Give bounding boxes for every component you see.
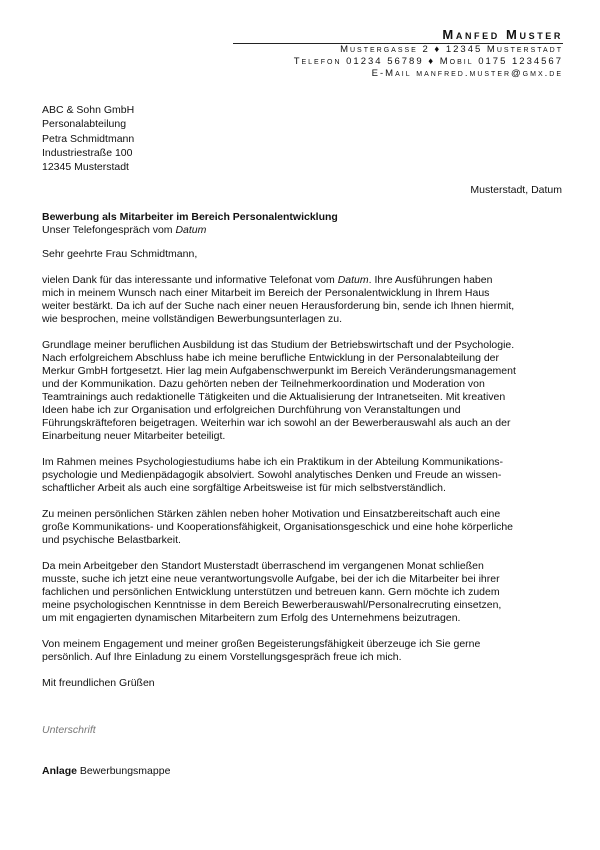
sender-name: Manfed Muster <box>233 27 563 44</box>
recipient-address <box>42 103 134 174</box>
enclosure-text: Bewerbungsmappe <box>77 765 171 777</box>
paragraph-education: Grundlage meiner beruflichen Ausbildung ist das Studium der Betriebswirtschaft und der Psychologie. Nach erfolgreichem Abschluss habe ich meine berufliche Entwicklung in der Personalabteilung der Merkur GmbH fortgesetzt. Hier lag mein Aufgabenschwerpunkt im Bereich Veränderungsmanagement und der Kommunikation. Dazu gehörten neben der Teilnehmerkoordination und Moderation von Teamtrainings auch redaktionelle Tätigkeiten und die Aktualisierung der Intranetseiten. Mit kreativen Ideen habe ich zur Organisation und erfolgreichen Durchführung von Veranstaltungen und Führungskräfteforen beigetragen. Weiterhin war ich sowohl an der Bewerberauswahl als auch an der Einarbeitung neuer Mitarbeiter beteiligt. <box>42 339 516 442</box>
paragraph-internship: Im Rahmen meines Psychologiestudiums habe ich ein Praktikum in der Abteilung Kommunikations- psychologie und Medienpädagogik absolviert. Sowohl analytisches Denken und Freude an wissen- schaftlicher Arbeit als auch eine sorgfältige Arbeitsweise ist für mich selbstverständlich. <box>42 456 504 494</box>
subject-block <box>42 211 338 237</box>
intro-paragraph <box>42 274 557 326</box>
intro-date: Datum <box>337 274 369 286</box>
paragraph-motivation: Da mein Arbeitgeber den Standort Musterstadt überraschend im vergangenen Monat schließen musste, suche ich jetzt eine neue verantwortungsvolle Aufgabe, bei der ich die Mitarbeiter bei ihrer fachlichen und persönlichen Entwicklung unterstützen und betreuen kann. Gern möchte ich zudem meine psychologischen Kenntnisse in dem Bereich Bewerberauswahl/Personalrecruting einsetzen, um mit engagierten dynamischen Mitarbeitern zum Erfolg des Unternehmens beizutragen. <box>42 560 502 624</box>
salutation: Sehr geehrte Frau Schmidtmann, <box>42 248 198 260</box>
letterhead <box>233 27 563 80</box>
intro-text-before: vielen Dank für das interessante und informative Telefonat vom <box>42 274 338 286</box>
reference-prefix: Unser Telefongespräch vom <box>42 224 176 236</box>
letter-body <box>42 248 557 690</box>
sender-email: E-Mail manfred.muster@gmx.de <box>371 68 563 79</box>
recipient-contact: Petra Schmidtmann <box>42 132 135 145</box>
subject-title: Bewerbung als Mitarbeiter im Bereich Personalentwicklung <box>42 211 338 223</box>
subject-reference <box>42 224 338 237</box>
enclosure <box>42 765 170 777</box>
recipient-company: ABC & Sohn GmbH <box>42 104 135 116</box>
signature-placeholder: Unterschrift <box>42 724 96 736</box>
recipient-street: Industriestraße 100 <box>42 146 133 159</box>
intro-text-after: . Ihre Ausführungen haben mich in meinem Wunsch nach einer Mitarbeit im Bereich der Personalentwicklung in Ihrem Haus weiter bestärkt. Da ich auf der Suche nach einer neuen Herausforderung bin, sende ich Ihnen hiermit, wie besprochen, meine vollständigen Bewerbungsunterlagen zu. <box>42 274 515 325</box>
closing: Mit freundlichen Grüßen <box>42 677 155 689</box>
paragraph-invitation: Von meinem Engagement und meiner großen Begeisterungsfähigkeit überzeuge ich Sie gerne persönlich. Auf Ihre Einladung zu einem Vorstellungsgespräch freue ich mich. <box>42 638 481 663</box>
reference-date: Datum <box>175 224 207 236</box>
sender-phones: Telefon 01234 56789 ♦ Mobil 0175 1234567 <box>293 56 563 67</box>
enclosure-label: Anlage <box>42 765 78 777</box>
sender-address: Mustergasse 2 ♦ 12345 Musterstadt <box>340 44 563 55</box>
place-date: Musterstadt, Datum <box>470 184 562 196</box>
recipient-city: 12345 Musterstadt <box>42 161 129 174</box>
paragraph-strengths: Zu meinen persönlichen Stärken zählen neben hoher Motivation und Einsatzbereitschaft auch eine große Kommunikations- und Kooperationsfähigkeit, Organisationsgeschick und eine hohe körperliche und psychische Belastbarkeit. <box>42 508 514 546</box>
recipient-department: Personalabteilung <box>42 118 127 131</box>
